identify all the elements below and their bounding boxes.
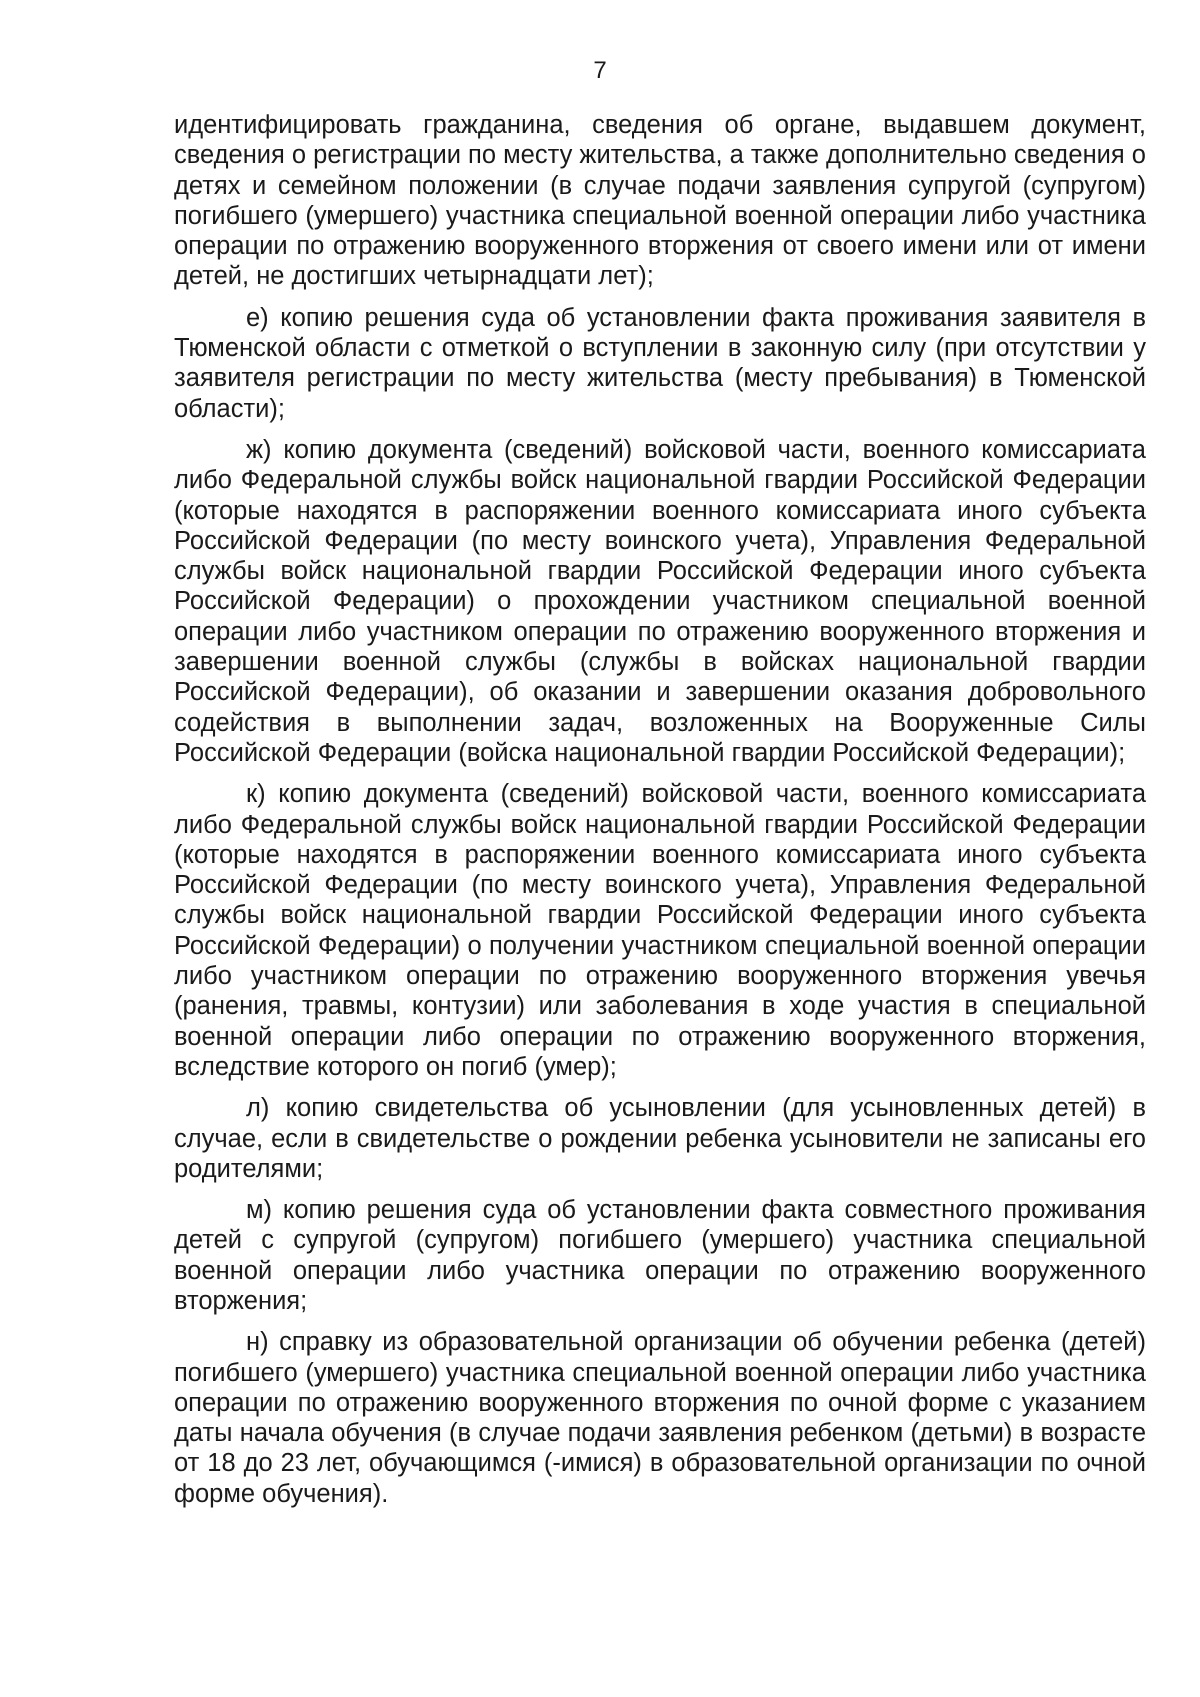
paragraph-item-l: л) копию свидетельства об усыновлении (для усыновленных детей) в случае, если в свидетельстве о рождении ребенка усыновители не записаны его родителями;: [174, 1094, 1146, 1183]
document-body: [174, 110, 1146, 1520]
paragraph-item-n: н) справку из образовательной организации об обучении ребенка (детей) погибшего (умершего) участника специальной военной операции либо участника операции по отражению вооруженного вторжения по очной форме с указанием даты начала обучения (в случае подачи заявления ребенком (детьми) в возрасте от 18 до 23 лет, обучающимся (-имися) в образовательной организации по очной форме обучения).: [174, 1328, 1146, 1508]
paragraph-continuation: идентифицировать гражданина, сведения об органе, выдавшем документ, сведения о регистрации по месту жительства, а также дополнительно сведения о детях и семейном положении (в случае подачи заявления супругой (супругом) погибшего (умершего) участника специальной военной операции либо участника операции по отражению вооруженного вторжения от своего имени или от имени детей, не достигших четырнадцати лет);: [174, 111, 1146, 291]
paragraph-item-m: м) копию решения суда об установлении факта совместного проживания детей с супругой (супругом) погибшего (умершего) участника специальной военной операции либо участника операции по отражению вооруженного вторжения;: [174, 1196, 1146, 1315]
page-number: 7: [593, 57, 607, 84]
paragraph-item-k: к) копию документа (сведений) войсковой части, военного комиссариата либо Федеральной службы войск национальной гвардии Российской Федерации (которые находятся в распоряжении военного комиссариата иного субъекта Российской Федерации (по месту воинского учета), Управления Федеральной службы войск национальной гвардии Российской Федерации иного субъекта Российской Федерации) о получении участником специальной военной операции либо участником операции по отражению вооруженного вторжения увечья (ранения, травмы, контузии) или заболевания в ходе участия в специальной военной операции либо операции по отражению вооруженного вторжения, вследствие которого он погиб (умер);: [174, 780, 1146, 1081]
paragraph-item-zh: ж) копию документа (сведений) войсковой части, военного комиссариата либо Федеральной службы войск национальной гвардии Российской Федерации (которые находятся в распоряжении военного комиссариата иного субъекта Российской Федерации (по месту воинского учета), Управления Федеральной службы войск национальной гвардии Российской Федерации иного субъекта Российской Федерации) о прохождении участником специальной военной операции либо участником операции по отражению вооруженного вторжения и завершении военной службы (службы в войсках национальной гвардии Российской Федерации), об оказании и завершении оказания добровольного содействия в выполнении задач, возложенных на Вооруженные Силы Российской Федерации (войска национальной гвардии Российской Федерации);: [174, 435, 1146, 767]
paragraph-item-e: е) копию решения суда об установлении факта проживания заявителя в Тюменской области с отметкой о вступлении в законную силу (при отсутствии у заявителя регистрации по месту жительства (месту пребывания) в Тюменской области);: [174, 303, 1146, 423]
